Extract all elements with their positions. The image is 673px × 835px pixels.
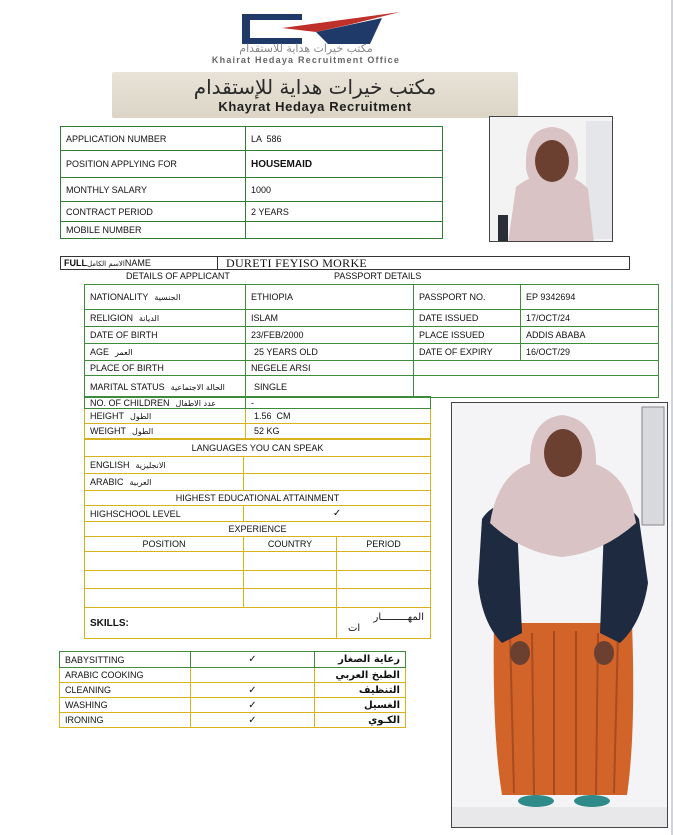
table-row xyxy=(85,327,659,344)
marital-label xyxy=(85,376,246,398)
table-row xyxy=(85,376,659,398)
age-label-ar: العمر xyxy=(115,348,133,357)
passport-section-header: PASSPORT DETAILS xyxy=(334,271,422,281)
skill-washing-check xyxy=(191,698,315,713)
table-row xyxy=(85,440,431,457)
religion-label-ar: الديانة xyxy=(139,314,160,323)
skills-label-arabic-line1: المهـــــــــار xyxy=(373,612,424,623)
full-name-label-suffix: NAME xyxy=(124,258,151,268)
table-row xyxy=(61,202,443,222)
headshot-image-icon xyxy=(490,117,613,242)
table-row xyxy=(85,522,431,537)
skills-label-arabic-line2: ات xyxy=(348,623,361,634)
expiry-value: 16/OCT/29 xyxy=(521,344,659,361)
skill-arabic-cooking-ar: الطبخ العربي xyxy=(315,668,406,683)
banner-arabic-title: مكتب خيرات هداية للإستقدام xyxy=(193,75,437,99)
check-icon: ✓ xyxy=(248,684,257,696)
empty-cell xyxy=(85,552,244,571)
children-label xyxy=(85,397,246,409)
table-row xyxy=(85,474,431,491)
empty-cell xyxy=(414,361,659,376)
skills-label-arabic xyxy=(337,608,431,639)
religion-value: ISLAM xyxy=(246,310,414,327)
children-value: - xyxy=(246,397,431,409)
empty-cell xyxy=(337,589,431,608)
details-section-header: DETAILS OF APPLICANT xyxy=(126,271,230,281)
marital-value: SINGLE xyxy=(246,376,414,398)
experience-col-period: PERIOD xyxy=(337,537,431,552)
mobile-value xyxy=(246,222,443,239)
arabic-label xyxy=(85,474,244,491)
table-row xyxy=(85,409,431,424)
logo-mark-icon xyxy=(232,10,406,46)
banner-english-title: Khayrat Hedaya Recruitment xyxy=(218,99,412,114)
height-label-en: HEIGHT xyxy=(90,411,125,421)
skill-babysitting: BABYSITTING xyxy=(60,652,191,668)
nationality-label xyxy=(85,285,246,310)
full-name-row xyxy=(60,256,630,270)
height-value: 1.56 CM xyxy=(246,409,431,424)
skill-babysitting-check xyxy=(191,652,315,668)
empty-cell xyxy=(85,589,244,608)
english-label xyxy=(85,457,244,474)
personal-table-lower xyxy=(84,396,431,439)
place-issued-value: ADDIS ABABA xyxy=(521,327,659,344)
experience-col-country: COUNTRY xyxy=(244,537,337,552)
skill-arabic-cooking-check xyxy=(191,668,315,683)
height-label xyxy=(85,409,246,424)
skills-header-table xyxy=(84,607,431,639)
check-icon: ✓ xyxy=(248,654,257,665)
nationality-label-en: NATIONALITY xyxy=(90,292,149,302)
applicant-headshot-photo xyxy=(489,116,613,242)
languages-education-table xyxy=(84,439,431,608)
marital-label-ar: الحالة الاجتماعية xyxy=(170,382,225,392)
religion-label xyxy=(85,310,246,327)
table-row xyxy=(85,397,431,409)
empty-cell xyxy=(414,376,659,398)
weight-label-ar: الطول xyxy=(132,427,154,436)
table-row xyxy=(85,589,431,608)
table-row xyxy=(85,344,659,361)
application-number-label: APPLICATION NUMBER xyxy=(61,127,246,151)
table-row xyxy=(85,491,431,506)
place-of-birth-label: PLACE OF BIRTH xyxy=(85,361,246,376)
logo-english-text: Khairat Hedaya Recruitment Office xyxy=(211,55,401,65)
check-icon: ✓ xyxy=(248,699,257,711)
arabic-value xyxy=(244,474,431,491)
table-row xyxy=(85,506,431,522)
table-row xyxy=(85,361,659,376)
arabic-label-ar: العربية xyxy=(129,478,152,487)
nationality-value: ETHIOPIA xyxy=(246,285,414,310)
full-name-label xyxy=(60,256,218,270)
empty-cell xyxy=(244,552,337,571)
english-value xyxy=(244,457,431,474)
empty-cell xyxy=(337,571,431,589)
children-label-en: NO. OF CHILDREN xyxy=(90,397,170,408)
marital-label-en: MARITAL STATUS xyxy=(90,381,165,392)
table-row xyxy=(85,310,659,327)
skill-cleaning-ar: التنظيف xyxy=(315,683,406,698)
empty-cell xyxy=(85,571,244,589)
passport-no-value: EP 9342694 xyxy=(521,285,659,310)
education-level: HIGHSCHOOL LEVEL xyxy=(85,506,244,522)
education-check xyxy=(244,506,431,522)
dob-label: DATE OF BIRTH xyxy=(85,327,246,344)
education-title: HIGHEST EDUCATIONAL ATTAINMENT xyxy=(85,491,431,506)
skills-label: SKILLS: xyxy=(85,608,337,639)
logo-arabic-text: مكتب خيرات هداية للاستقدام xyxy=(239,42,373,55)
place-of-birth-value: NEGELE ARSI xyxy=(246,361,414,376)
salary-label: MONTHLY SALARY xyxy=(61,178,246,202)
application-table xyxy=(60,126,443,239)
check-icon: ✓ xyxy=(248,714,257,726)
skill-ironing: IRONING xyxy=(60,713,191,728)
skill-cleaning-check xyxy=(191,683,315,698)
contract-value: 2 YEARS xyxy=(246,202,443,222)
experience-title: EXPERIENCE xyxy=(85,522,431,537)
place-issued-label: PLACE ISSUED xyxy=(414,327,521,344)
english-label-ar: الانجليزية xyxy=(135,461,166,470)
contract-label: CONTRACT PERIOD xyxy=(61,202,246,222)
table-row xyxy=(85,424,431,439)
agency-banner xyxy=(112,72,518,118)
weight-value: 52 KG xyxy=(246,424,431,439)
table-row xyxy=(61,151,443,178)
table-row xyxy=(85,457,431,474)
mobile-label: MOBILE NUMBER xyxy=(61,222,246,239)
skill-cleaning: CLEANING xyxy=(60,683,191,698)
full-name-label-prefix: FULL xyxy=(64,258,87,268)
table-row xyxy=(85,552,431,571)
table-row xyxy=(60,668,406,683)
religion-label-en: RELIGION xyxy=(90,313,134,323)
skill-washing: WASHING xyxy=(60,698,191,713)
weight-label-en: WEIGHT xyxy=(90,426,126,436)
table-row xyxy=(85,571,431,589)
height-label-ar: الطول xyxy=(130,412,152,421)
full-name-value: DURETI FEYISO MORKE xyxy=(218,256,630,270)
weight-label xyxy=(85,424,246,439)
age-label xyxy=(85,344,246,361)
languages-title: LANGUAGES YOU CAN SPEAK xyxy=(85,440,431,457)
table-row xyxy=(85,285,659,310)
full-body-image-icon xyxy=(452,403,668,828)
empty-cell xyxy=(244,571,337,589)
table-row xyxy=(85,608,431,639)
nationality-label-ar: الجنسية xyxy=(154,293,181,302)
table-row xyxy=(60,698,406,713)
table-row xyxy=(61,127,443,151)
table-row xyxy=(60,683,406,698)
table-row xyxy=(61,178,443,202)
dob-value: 23/FEB/2000 xyxy=(246,327,414,344)
applicant-full-body-photo xyxy=(451,402,668,828)
date-issued-label: DATE ISSUED xyxy=(414,310,521,327)
full-name-label-arabic: الاسم الكامل xyxy=(87,260,125,268)
passport-no-label: PASSPORT NO. xyxy=(414,285,521,310)
empty-cell xyxy=(337,552,431,571)
expiry-label: DATE OF EXPIRY xyxy=(414,344,521,361)
empty-cell xyxy=(244,589,337,608)
table-row xyxy=(61,222,443,239)
age-label-en: AGE xyxy=(90,347,110,357)
salary-value: 1000 xyxy=(246,178,443,202)
table-row xyxy=(60,652,406,668)
table-row xyxy=(85,537,431,552)
details-table xyxy=(84,284,659,398)
age-value: 25 YEARS OLD xyxy=(246,344,414,361)
children-label-ar: عدد الاطفال xyxy=(175,398,217,408)
skill-arabic-cooking: ARABIC COOKING xyxy=(60,668,191,683)
position-value: HOUSEMAID xyxy=(246,151,443,178)
skill-washing-ar: الغسيل xyxy=(315,698,406,713)
experience-col-position: POSITION xyxy=(85,537,244,552)
skill-ironing-ar: الكـوي xyxy=(315,713,406,728)
application-number-value: LA 586 xyxy=(246,127,443,151)
date-issued-value: 17/OCT/24 xyxy=(521,310,659,327)
english-label-en: ENGLISH xyxy=(90,460,130,470)
skill-babysitting-ar: رعاية الصغار xyxy=(315,652,406,668)
table-row xyxy=(60,713,406,728)
check-icon: ✓ xyxy=(332,508,342,519)
position-label: POSITION APPLYING FOR xyxy=(61,151,246,178)
skills-table xyxy=(59,651,406,728)
skill-ironing-check xyxy=(191,713,315,728)
arabic-label-en: ARABIC xyxy=(90,477,124,487)
